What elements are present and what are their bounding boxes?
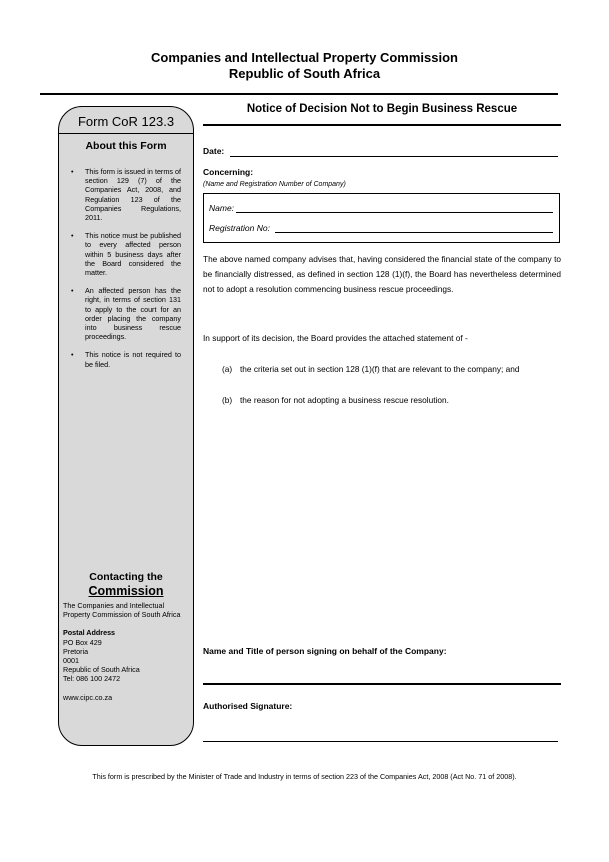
- concerning-label: Concerning:: [203, 167, 254, 177]
- bullet-icon: •: [71, 350, 74, 360]
- signatory-field[interactable]: [203, 683, 561, 685]
- item-marker: (b): [222, 395, 233, 405]
- commission-name: Companies and Intellectual Property Commission: [150, 50, 458, 65]
- bullet-icon: •: [71, 231, 74, 241]
- form-number: Form CoR 123.3: [77, 114, 175, 129]
- name-label: Name:: [209, 203, 235, 213]
- decision-paragraph: The above named company advises that, having considered the financial state of the company to be financially distressed, as defined in section 128 (1)(f), the Board has nevertheless determined not to adopt a resolution commencing business rescue proceedings.: [203, 254, 561, 294]
- website-link[interactable]: www.cipc.co.za: [63, 692, 113, 702]
- bullet-text: This notice must be published to every affected person within 5 business days after the Board considered the matter.: [85, 231, 181, 278]
- company-name-field[interactable]: [236, 212, 553, 213]
- concerning-hint: (Name and Registration Number of Company): [203, 181, 346, 188]
- postal-heading: Postal Address: [63, 628, 116, 638]
- sidebar-divider: [59, 133, 193, 134]
- postal-line: Republic of South Africa: [63, 665, 140, 675]
- item-marker: (a): [222, 364, 233, 374]
- signature-field[interactable]: [203, 741, 558, 742]
- postal-line: 0001: [63, 656, 79, 666]
- about-list: [69, 167, 181, 378]
- postal-line: Pretoria: [63, 646, 89, 656]
- date-field[interactable]: [230, 156, 558, 157]
- item-text: the reason for not adopting a business rescue resolution.: [240, 395, 449, 405]
- registration-number-field[interactable]: [275, 232, 553, 233]
- contact-heading: [59, 571, 193, 599]
- signature-label: Authorised Signature:: [203, 701, 293, 711]
- support-paragraph: In support of its decision, the Board provides the attached statement of -: [203, 333, 468, 343]
- notice-title: Notice of Decision Not to Begin Business Rescue: [246, 103, 518, 115]
- title-divider: [203, 124, 561, 126]
- country-name: Republic of South Africa: [228, 66, 381, 81]
- contact-title-1: Contacting the: [89, 571, 163, 583]
- contact-details: [63, 601, 183, 702]
- list-item: [69, 167, 181, 222]
- bullet-icon: •: [71, 286, 74, 296]
- bullet-text: This form is issued in terms of section 129 (7) of the Companies Act, 2008, and Regulation 123 of the Companies Regulations, 2011.: [85, 167, 181, 223]
- bullet-icon: •: [71, 167, 74, 176]
- about-heading: About this Form: [85, 140, 167, 152]
- list-item: [69, 350, 181, 368]
- list-item: [69, 231, 181, 277]
- header-divider: [40, 93, 558, 95]
- telephone: Tel: 086 100 2472: [63, 674, 121, 684]
- footer-note: This form is prescribed by the Minister of Trade and Industry in terms of section 223 of the Companies Act, 2008 (Act No. 71 of 2008).: [92, 772, 517, 781]
- item-text: the criteria set out in section 128 (1)(f) that are relevant to the company; and: [240, 364, 520, 374]
- registration-label: Registration No:: [209, 223, 270, 233]
- date-label: Date:: [203, 146, 225, 156]
- signatory-label: Name and Title of person signing on behalf of the Company:: [203, 646, 447, 656]
- contact-org: The Companies and Intellectual Property Commission of South Africa: [63, 601, 181, 620]
- bullet-text: An affected person has the right, in terms of section 131 to apply to the court for an order placing the company into business rescue proceedings.: [85, 286, 181, 342]
- company-details-box: [203, 193, 560, 243]
- postal-line: PO Box 429: [63, 637, 102, 647]
- contact-title-2: Commission: [88, 584, 164, 598]
- list-item: [69, 286, 181, 341]
- bullet-text: This notice is not required to be filed.: [85, 350, 181, 369]
- info-sidebar: [58, 106, 194, 746]
